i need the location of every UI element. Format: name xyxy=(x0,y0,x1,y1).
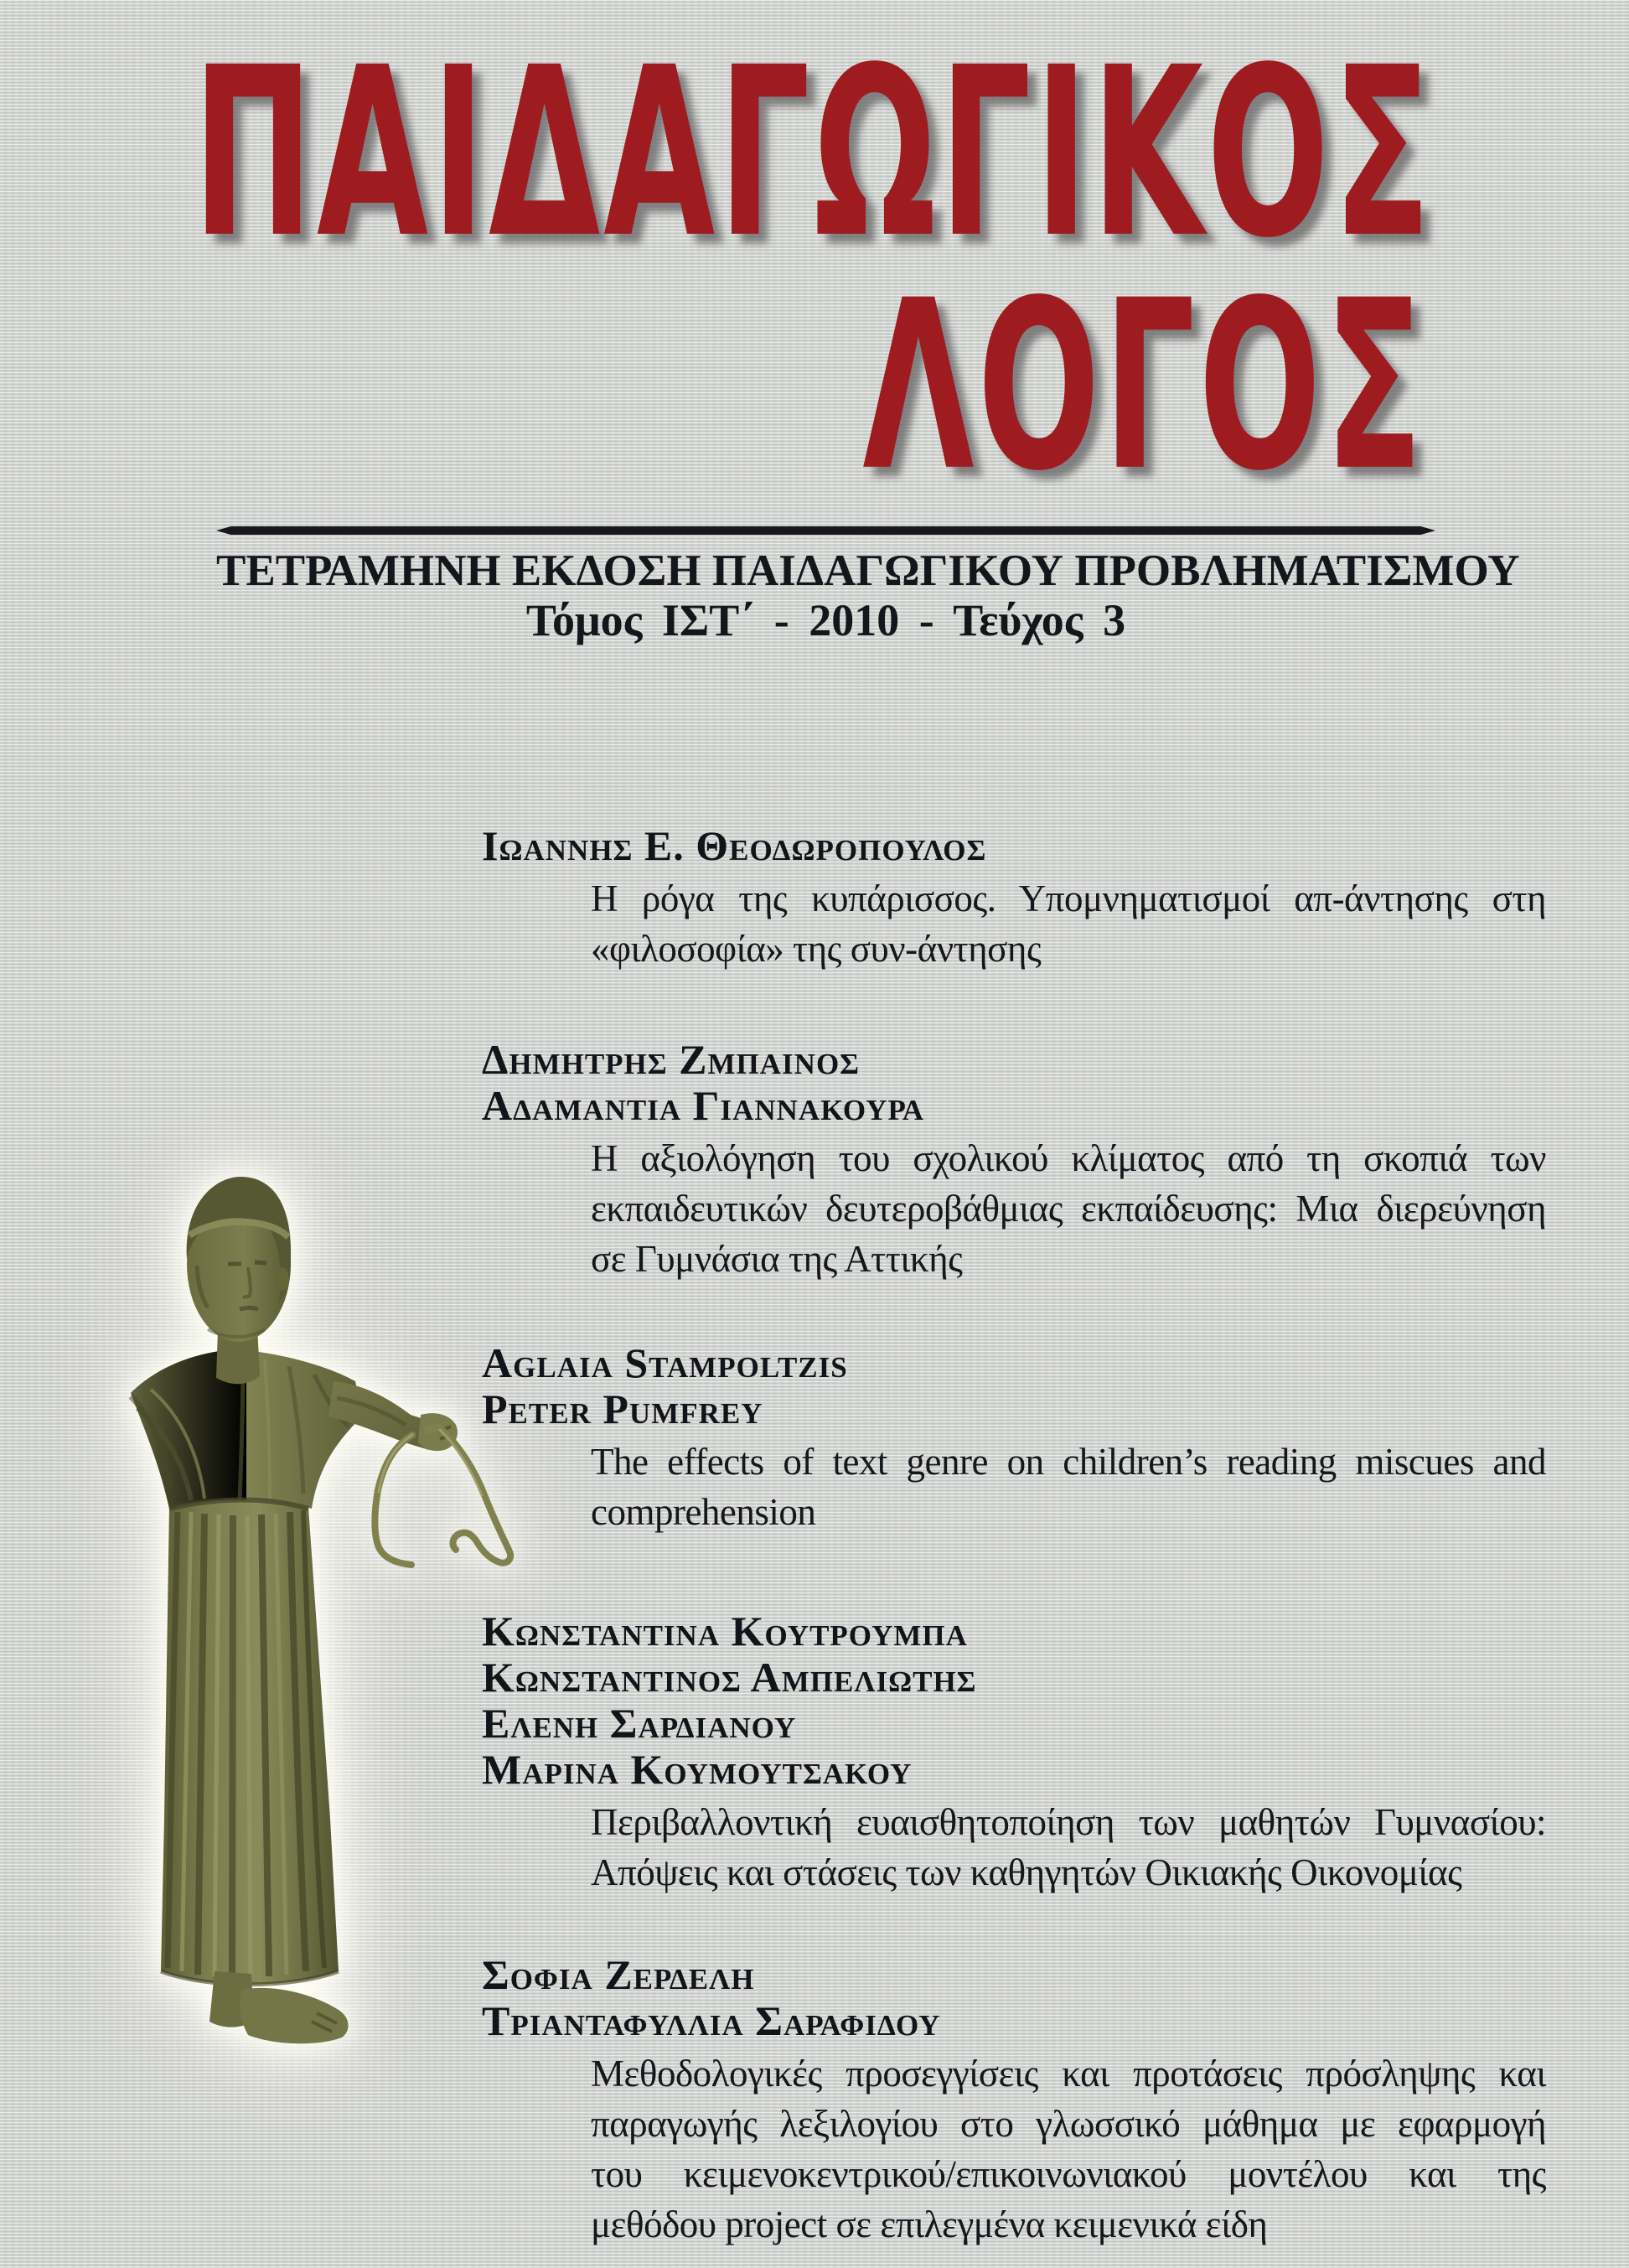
article-title-line: εκπαιδευτικών δευτεροβάθμιας εκπαίδευσης: Μια διερεύνηση xyxy=(591,1188,1546,1230)
article-author: Ιωαννης Ε. Θεοδωροπουλος xyxy=(482,822,987,869)
statue-head xyxy=(187,1177,291,1384)
article-title-line: Απόψεις και στάσεις των καθηγητών Οικιακής Οικονομίας xyxy=(591,1851,1462,1893)
article-author: Κωνσταντινος Αμπελιωτης xyxy=(482,1654,977,1701)
article-author: Ελενη Σαρδιανου xyxy=(482,1700,797,1747)
article-title xyxy=(591,873,1546,974)
article-title-line: The effects of text genre on children’s reading miscues and xyxy=(591,1441,1546,1483)
article-title xyxy=(591,1797,1546,1898)
article-title-line: Περιβαλλοντική ευαισθητοποίηση των μαθητών Γυμνασίου: xyxy=(591,1801,1546,1843)
article-author: Peter Pumfrey xyxy=(482,1385,763,1432)
article-entry xyxy=(482,1952,1546,2250)
article-title-line: παραγωγής λεξιλογίου στο γλωσσικό μάθημα με εφαρμογή xyxy=(591,2103,1546,2145)
journal-title-line1: ΠΑΙΔΑΓΩΓΙΚΟΣ xyxy=(193,16,1435,290)
journal-issue-info: Τόμος ΙΣΤ΄ - 2010 - Τεύχος 3 xyxy=(525,595,1126,645)
article-title xyxy=(591,1437,1546,1537)
statue-robe-skirt xyxy=(161,1500,339,1985)
journal-title-line2: ΛΟΓΟΣ xyxy=(862,249,1426,523)
article-title xyxy=(591,1133,1546,1284)
journal-subtitle: ΤΕΤΡΑΜΗΝΗ ΕΚΔΟΣΗ ΠΑΙΔΑΓΩΓΙΚΟΥ ΠΡΟΒΛΗΜΑΤΙΣΜΟΥ xyxy=(216,546,1520,595)
article-author: Μαρινα Κουμουτσακου xyxy=(482,1746,913,1793)
article-entry xyxy=(482,1608,1546,1898)
article-title-line: του κειμενοκεντρικού/επικοινωνιακού μοντέλου και της xyxy=(591,2153,1546,2195)
article-title-line: μεθόδου project σε επιλεγμένα κειμενικά είδη xyxy=(591,2203,1268,2245)
article-author: Δημητρης Ζμπαινος xyxy=(482,1036,861,1083)
article-author: Κωνσταντινα Κουτρουμπα xyxy=(482,1608,968,1654)
article-title-line: comprehension xyxy=(591,1491,816,1533)
article-entry xyxy=(482,1037,1546,1284)
article-title-line: Μεθοδολογικές προσεγγίσεις και προτάσεις πρόσληψης και xyxy=(591,2053,1546,2095)
article-title-line: «φιλοσοφία» της συν-άντησης xyxy=(591,928,1042,970)
article-title-line: Η ρόγα της κυπάρισσος. Υπομνηματισμοί απ-άντησης στη xyxy=(591,878,1546,919)
articles-list xyxy=(482,0,1546,2250)
article-author: Aglaia Stampoltzis xyxy=(482,1339,848,1386)
article-title-line: σε Γυμνάσια της Αττικής xyxy=(591,1238,963,1280)
article-author: Αδαμαντια Γιαννακουρα xyxy=(482,1082,925,1129)
article-title-line: Η αξιολόγηση του σχολικού κλίματος από τη σκοπιά των xyxy=(591,1137,1546,1179)
article-title xyxy=(591,2048,1546,2250)
statue-arm xyxy=(328,1381,458,1451)
article-entry xyxy=(482,1340,1546,1537)
article-author: Σοφια Ζερδελη xyxy=(482,1951,755,1998)
article-entry xyxy=(482,823,1546,974)
charioteer-statue-image xyxy=(117,1165,528,2058)
article-author: Τριανταφυλλια Σαραφιδου xyxy=(482,1997,941,2044)
